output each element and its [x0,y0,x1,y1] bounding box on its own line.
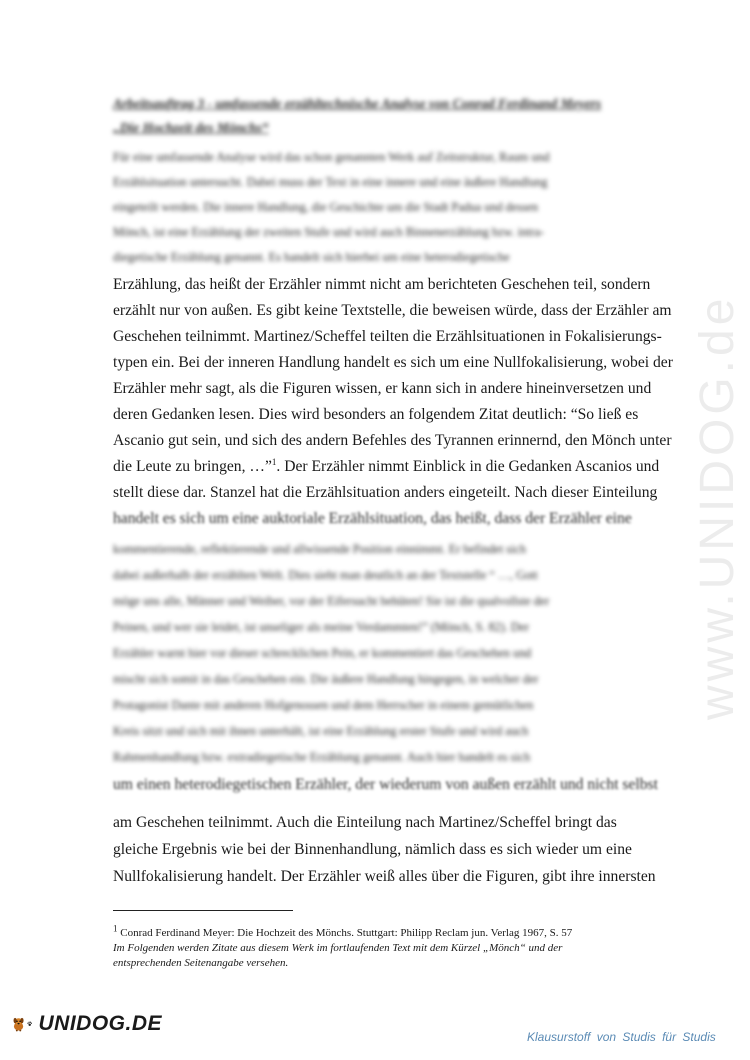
tagline: Klausurstoff von Studis für Studis [527,1030,716,1044]
blurred-line: diegetische Erzählung genannt. Es handelt sich hierbei um eine heterodiegetische [113,250,510,264]
text-line: Geschehen teilnimmt. Martinez/Scheffel teilten die Erzählsituationen in Fokalisierungs- [113,328,662,345]
text-line: typen ein. Bei der inneren Handlung handelt es sich um eine Nullfokalisierung, wobei der [113,354,673,371]
blurred-line: eingeteilt werden. Die innere Handlung, die Geschichte um die Stadt Padua und dessen [113,200,539,214]
text-line: am Geschehen teilnimmt. Auch die Einteilung nach Martinez/Scheffel bringt das [113,814,617,831]
text-line: stellt diese dar. Stanzel hat die Erzählsituation anders eingeteilt. Nach dieser Einteilung [113,484,658,501]
blurred-line: kommentierende, reflektierende und allwissende Position einnimmt. Er befindet sich [113,542,526,556]
text-line: gleiche Ergebnis wie bei der Binnenhandlung, nämlich dass es sich wieder um eine [113,841,632,858]
blurred-line: Für eine umfassende Analyse wird das schon genannten Werk auf Zeitstruktur, Raum und [113,150,550,164]
blurred-line: Erzähler warnt hier vor dieser schrecklichen Pein, er kommentiert das Geschehen und [113,646,532,660]
footnote-number: 1 [113,923,118,934]
text-line: Nullfokalisierung handelt. Der Erzähler weiß alles über die Figuren, gibt ihre innersten [113,868,656,885]
text-line: Erzählung, das heißt der Erzähler nimmt nicht am berichteten Geschehen teil, sondern [113,276,651,293]
footnote-marker[interactable]: 1 [271,456,277,467]
blurred-line: um einen heterodiegetischen Erzähler, der wiederum von außen erzählt und nicht selbst [113,776,658,793]
blurred-line: Kreis sitzt und sich mit ihnen unterhält, ist eine Erzählung erster Stufe und wird auch [113,724,529,738]
heading-line-1: Arbeitsauftrag 3 - umfassende erzähltechnische Analyse von Conrad Ferdinand Meyers [113,96,602,111]
footnote-note-line-1: Im Folgenden werden Zitate aus diesem Werk im fortlaufenden Text mit dem Kürzel „Mönch“ und der [113,942,563,954]
blurred-line: Erzählsituation untersucht. Dabei muss der Text in eine innere und eine äußere Handlung [113,175,548,189]
paw-icon [27,1017,32,1031]
blurred-line: Protagonist Dante mit anderen Hofgenossen und dem Herrscher in einem gemütlichen [113,698,534,712]
blurred-line: mischt sich somit in das Geschehen ein. Die äußere Handlung hingegen, in welcher der [113,672,539,686]
footnote-divider [113,910,293,911]
quote-end: die Leute zu bringen, …” [113,458,272,475]
dog-mascot-icon [12,1004,25,1044]
blurred-line: Rahmenhandlung bzw. extradiegetische Erzählung genannt. Auch hier handelt es sich [113,750,531,764]
assignment-heading [113,92,653,140]
text-line: deren Gedanken lesen. Dies wird besonders an folgendem Zitat deutlich: “So ließ es [113,406,639,423]
text-line: erzählt nur von außen. Es gibt keine Textstelle, die beweisen würde, dass der Erzähler am [113,302,672,319]
text-line-with-footnote [113,457,659,477]
blurred-line: dabei außerhalb der erzählten Welt. Dies sieht man deutlich an der Textstelle “ …, Gott [113,568,538,582]
watermark: www.UNIDOG.de [691,294,744,720]
footnote-source-text: Conrad Ferdinand Meyer: Die Hochzeit des Mönchs. Stuttgart: Philipp Reclam jun. Verlag 1967, S. 57 [117,927,573,939]
logo-text: UNIDOG.DE [38,1012,162,1035]
footnote-note-line-2: entsprechenden Seitenangabe versehen. [113,957,289,969]
text-line: Erzähler mehr sagt, als die Figuren wissen, er kann sich in andere hineinversetzen und [113,380,652,397]
blurred-line: möge uns alle, Männer und Weiber, vor der Eifersucht behüten! Sie ist die qualvollste der [113,594,550,608]
text-line: handelt es sich um eine auktoriale Erzählsituation, das heißt, dass der Erzähler eine [113,510,632,527]
heading-line-2: „Die Hochzeit des Mönchs“ [113,120,269,135]
footnote-source [113,923,573,940]
text-line: Ascanio gut sein, und sich des andern Befehles des Tyrannen erinnernd, den Mönch unter [113,432,672,449]
unidog-logo[interactable] [12,1002,162,1046]
blurred-line: Peinen, und wer sie leidet, ist unseliger als meine Verdammten!” (Mönch, S. 82). Der [113,620,530,634]
blurred-line: Mönch, ist eine Erzählung der zweiten Stufe und wird auch Binnenerzählung bzw. intra- [113,225,545,239]
text-continuation: . Der Erzähler nimmt Einblick in die Gedanken Ascanios und [276,458,660,475]
